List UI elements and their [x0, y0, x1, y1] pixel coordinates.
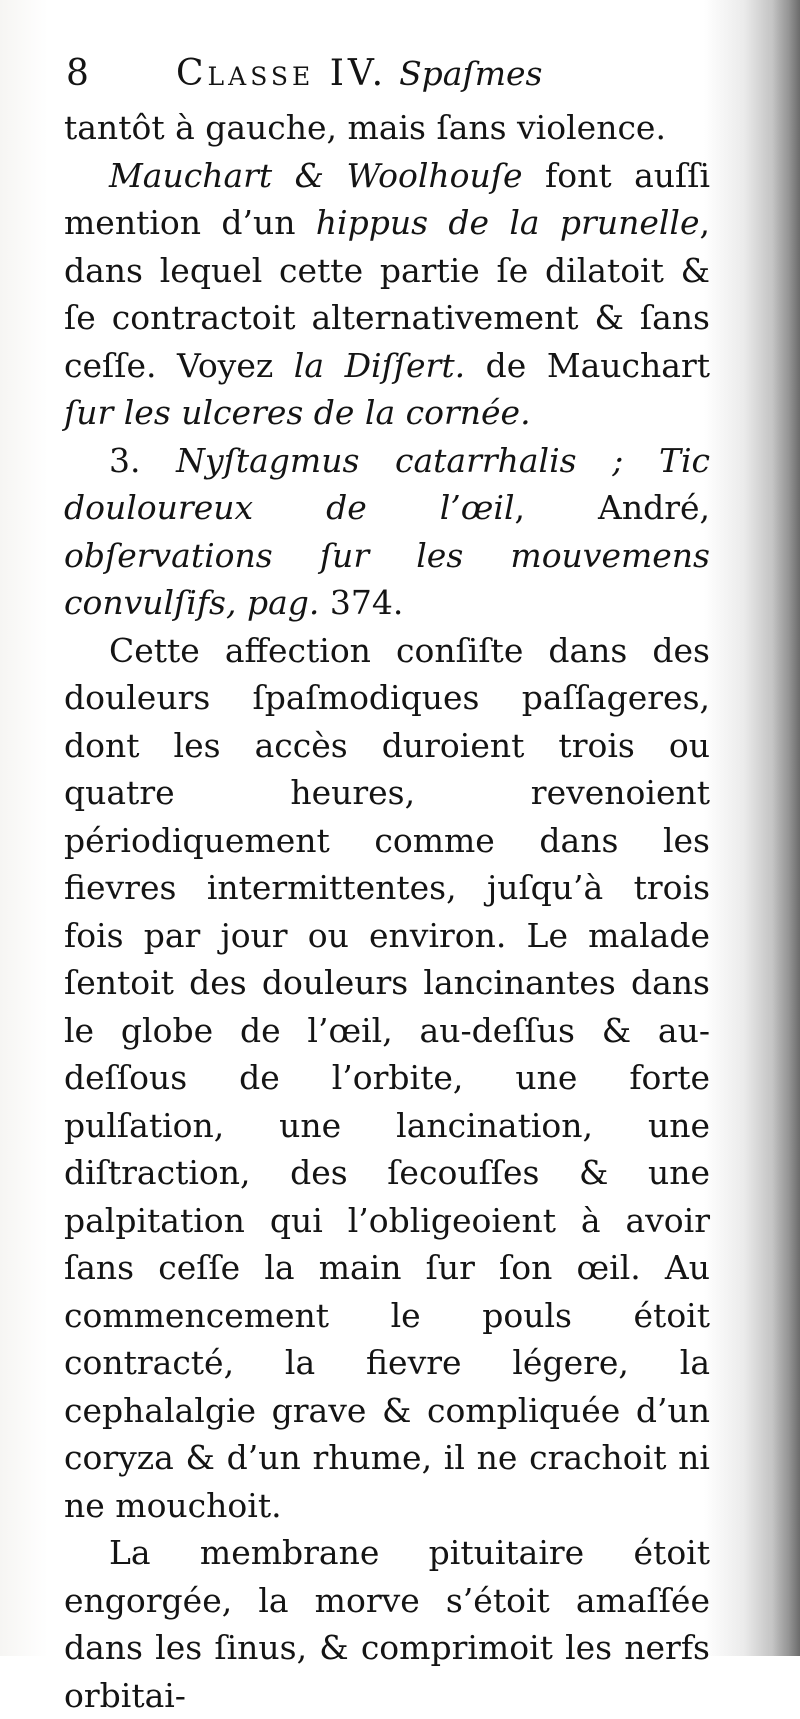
topic-heading: Spaſmes [399, 54, 543, 93]
class-heading: Classe IV. [176, 53, 388, 94]
paragraph-membrane: La membrane pituitaire étoit engorgée, la morve s’étoit amaſſée dans les ſinus, & comprimoit les nerfs orbitai- [64, 1533, 710, 1715]
paragraph-text: font auſſi mention d’un [64, 155, 710, 242]
page-number: 8 [66, 53, 89, 94]
paragraph-text: , dans lequel cette partie ſe dilatoit & ſe contractoit alternativement & ſans ceſſe. Voyez [64, 203, 710, 385]
page-reference: 374. [319, 583, 404, 622]
term-hippus: hippus de la prunelle [315, 203, 700, 242]
citation-title: ſur les ulceres de la cornée. [64, 393, 531, 432]
paragraph-text: , André, [514, 488, 710, 527]
species-number: 3. [109, 440, 177, 480]
bottom-margin [64, 1460, 710, 1620]
citation-andre: obſervations ſur les mouvemens convulſifs, pag. [64, 535, 710, 622]
author-names: Mauchart & Woolhouſe [109, 155, 523, 195]
paragraph-affection: Cette affection conſiſte dans des douleurs ſpaſmodiques paſſageres, dont les accès duroient trois ou quatre heures, revenoient périodiquement comme dans les fievres intermittentes, juſqu’à trois fois par jour ou environ. Le malade ſentoit des douleurs lancinantes dans le globe de l’œil, au-deſſus & au-deſſous de l’orbite, une forte pulſation, une lancination, une diſtraction, des ſecouſſes & une palpitation qui l’obligeoient à avoir ſans ceſſe la main ſur ſon œil. Au commencement le pouls étoit contracté, la fievre légere, la cephalalgie grave & compliquée d’un coryza & d’un rhume, il ne crachoit ni ne mouchoit. [64, 630, 710, 1525]
species-name: Nyſtagmus catarrhalis ; Tic douloureux de l’œil [64, 440, 710, 527]
paragraph-continuation: tantôt à gauche, mais ſans violence. [64, 108, 666, 147]
running-header [66, 44, 726, 104]
citation-dissert: la Diſſert. [293, 345, 466, 385]
paragraph-mauchart [64, 152, 710, 437]
page-edge-shadow [772, 0, 800, 1656]
paragraph-text: de Mauchart [465, 345, 710, 385]
paragraph-species-3 [64, 437, 710, 627]
